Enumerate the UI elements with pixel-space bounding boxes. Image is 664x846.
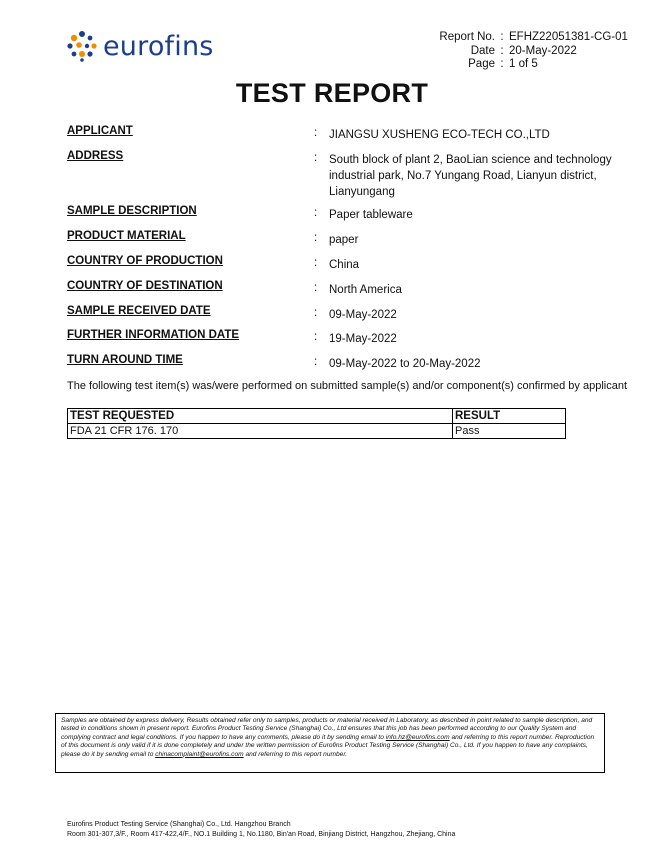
meta-separator: : [500,58,504,70]
field-separator: : [314,152,318,164]
header-test-requested: TEST REQUESTED [68,409,453,424]
field-label: COUNTRY OF PRODUCTION [67,255,223,267]
field-value: South block of plant 2, BaoLian science and technology industrial park, No.7 Yungang Road, Lianyun district, Lianyungang [329,154,612,198]
footer-company: Eurofins Product Testing Service (Shanghai) Co., Ltd. Hangzhou Branch [67,821,291,828]
field-separator: : [314,257,318,269]
test-statement: The following test item(s) was/were performed on submitted sample(s) and/or component(s) confirmed by applicant [67,380,628,392]
field-value: JIANGSU XUSHENG ECO-TECH CO.,LTD [329,129,550,141]
field-value: China [329,259,360,271]
footer-address: Room 301-307,3/F., Room 417-422,4/F., NO.1 Building 1, No.1180, Bin'an Road, Binjiang District, Hangzhou, Zhejiang, China [67,831,456,838]
complaint-email-link[interactable]: chinacomplaint@eurofins.com [155,750,244,758]
field-label: TURN AROUND TIME [67,354,183,366]
disclaimer-text: Samples are obtained by express delivery, Results obtained refer only to samples, products or material received in Laboratory, as described in point related to sample description, and tested in conditions shown in present report. Eurofins Product Testing Service (Shanghai) Co., Ltd ensures that this job has been performed according to our Quality System and complying contract and legal conditions. If you happen to have any comments, please do it by sending email to [61,717,593,741]
report-date: 20-May-2022 [509,44,577,57]
field-label: ADDRESS [67,150,124,162]
field-separator: : [314,331,318,343]
field-label: PRODUCT MATERIAL [67,230,186,242]
field-label: SAMPLE DESCRIPTION [67,205,197,217]
table-row [68,424,566,439]
field-value: North America [329,284,402,296]
table-header-row [68,409,566,424]
report-number-label: Report No. [439,31,495,43]
field-value: paper [329,234,359,246]
test-requested-cell: FDA 21 CFR 176. 170 [68,424,453,439]
report-title: TEST REPORT [235,78,429,108]
report-date-label: Date [470,44,495,57]
field-separator: : [314,307,318,319]
disclaimer-text: and referring to this report number. Reproduction of this document is only valid if it is done completely and under the written permission of Eurofins Product Testing Service (Shanghai) Co., Ltd. If you happen to have any complaints, please do it by sending email to [61,733,595,758]
report-number: EFHZ22051381-CG-01 [509,31,628,43]
field-label: COUNTRY OF DESTINATION [67,280,223,292]
header-result: RESULT [453,409,566,424]
field-value: 09-May-2022 to 20-May-2022 [329,358,481,370]
test-results-table [67,408,566,439]
result-cell: Pass [453,424,566,439]
field-label: SAMPLE RECEIVED DATE [67,305,211,317]
field-value: 09-May-2022 [329,309,397,321]
field-label: APPLICANT [67,125,133,137]
field-separator: : [314,282,318,294]
disclaimer-text: and referring to this report number. [243,750,348,758]
eurofins-dots-icon [66,30,98,62]
disclaimer-box [55,713,605,773]
report-number-row [437,31,628,45]
page-number-row [437,58,628,72]
report-date-row [437,45,628,59]
meta-separator: : [500,44,504,57]
page-number: 1 of 5 [509,58,538,70]
field-separator: : [314,207,318,219]
field-separator: : [314,127,318,139]
page-footer [67,820,455,840]
field-value: Paper tableware [329,209,413,221]
info-email-link[interactable]: info.hz@eurofins.com [385,733,450,741]
logo-text: eurofins [103,30,214,62]
field-separator: : [314,356,318,368]
meta-separator: : [500,31,504,43]
field-separator: : [314,232,318,244]
field-value: 19-May-2022 [329,333,397,345]
eurofins-logo [66,30,214,62]
report-meta [437,31,628,72]
field-label: FURTHER INFORMATION DATE [67,329,240,341]
page-label: Page [468,58,495,70]
